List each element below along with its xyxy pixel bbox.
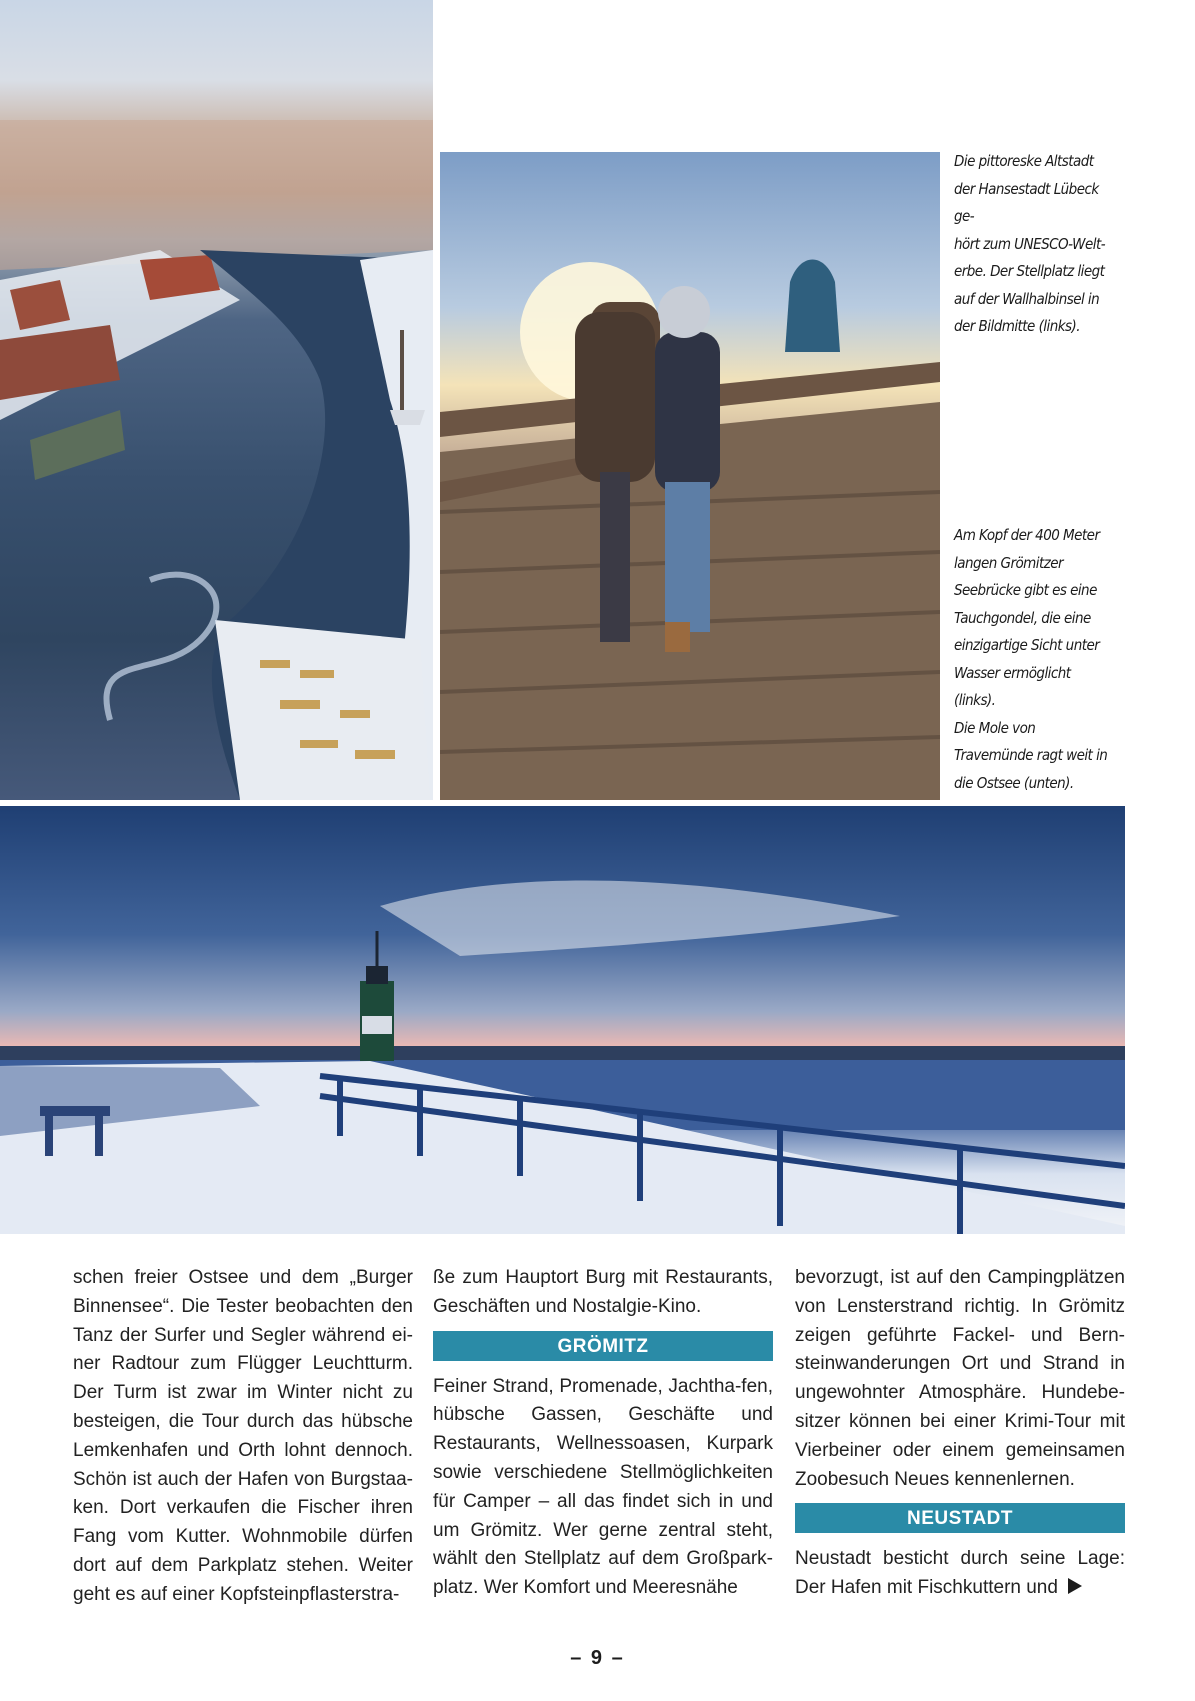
page-number: – 9 –: [570, 1647, 625, 1669]
photo-luebeck-aerial: [0, 0, 433, 800]
body-text: Neustadt besticht durch seine Lage: Der Hafen mit Fischkuttern und: [795, 1548, 1125, 1599]
text-column-2: [433, 1264, 773, 1603]
triangle-right-icon: [1068, 1578, 1082, 1594]
body-paragraph: ße zum Hauptort Burg mit Restaurants, Geschäften und Nostalgie-Kino.: [433, 1267, 773, 1317]
body-paragraph: bevorzugt, ist auf den Campingplätzen von Lensterstrand richtig. In Grömitz zeigen geführte Fackel- und Bern-steinwanderungen Ort und Strand in ungewohnter Atmosphäre. Hundebe-sitzer können bei einer Krimi-Tour mit Vierbeiner oder einem gemeinsamen Zoobesuch Neues kennenlernen.: [795, 1267, 1125, 1490]
photo-groemitz-seebruecke: [440, 152, 940, 800]
photo-travemuende-mole: [0, 806, 1125, 1234]
text-column-3: [795, 1264, 1125, 1603]
seebruecke-illustration: [440, 152, 940, 800]
caption-groemitz-travemuende: Am Kopf der 400 Meter langen Grömitzer Seebrücke gibt es eine Tauchgondel, die eine einzigartige Sicht unter Wasser ermöglicht (links). Die Mole von Travemünde ragt weit in die Ostsee (unten).: [954, 526, 1108, 792]
caption-luebeck: Die pittoreske Altstadt der Hansestadt Lübeck ge- hört zum UNESCO-Welt- erbe. Der Stellplatz liegt auf der Wallhalbinsel in der Bildmitte (links).: [954, 152, 1106, 335]
text-column-1: [73, 1264, 413, 1610]
luebeck-illustration: [0, 0, 433, 800]
mole-illustration: [0, 806, 1125, 1234]
body-paragraph: schen freier Ostsee und dem „Burger Binnensee“. Die Tester beobachten den Tanz der Surfer und Segler während ei-ner Radtour zum Flügger Leuchtturm. Der Turm ist zwar im Winter nicht zu besteigen, die Tour durch das hübsche Lemkenhafen und Orth lohnt dennoch. Schön ist auch der Hafen von Burgstaa-ken. Dort verkaufen die Fischer ihren Fang vom Kutter. Wohnmobile dürfen dort auf dem Parkplatz stehen. Weiter geht es auf einer Kopfsteinpflasterstra-: [73, 1267, 413, 1605]
section-heading-neustadt: NEUSTADT: [795, 1503, 1125, 1533]
section-heading-groemitz: GRÖMITZ: [433, 1331, 773, 1361]
body-paragraph: Feiner Strand, Promenade, Jachtha-fen, hübsche Gassen, Geschäfte und Restaurants, Wellnessoasen, Kurpark sowie verschiedene Stellmöglichkeiten für Camper – all das findet sich in und um Grömitz. Wer gerne zentral steht, wählt den Stellplatz auf dem Großpark-platz. Wer Komfort und Meeresnähe: [433, 1375, 773, 1599]
body-paragraph-last: [795, 1545, 1125, 1603]
